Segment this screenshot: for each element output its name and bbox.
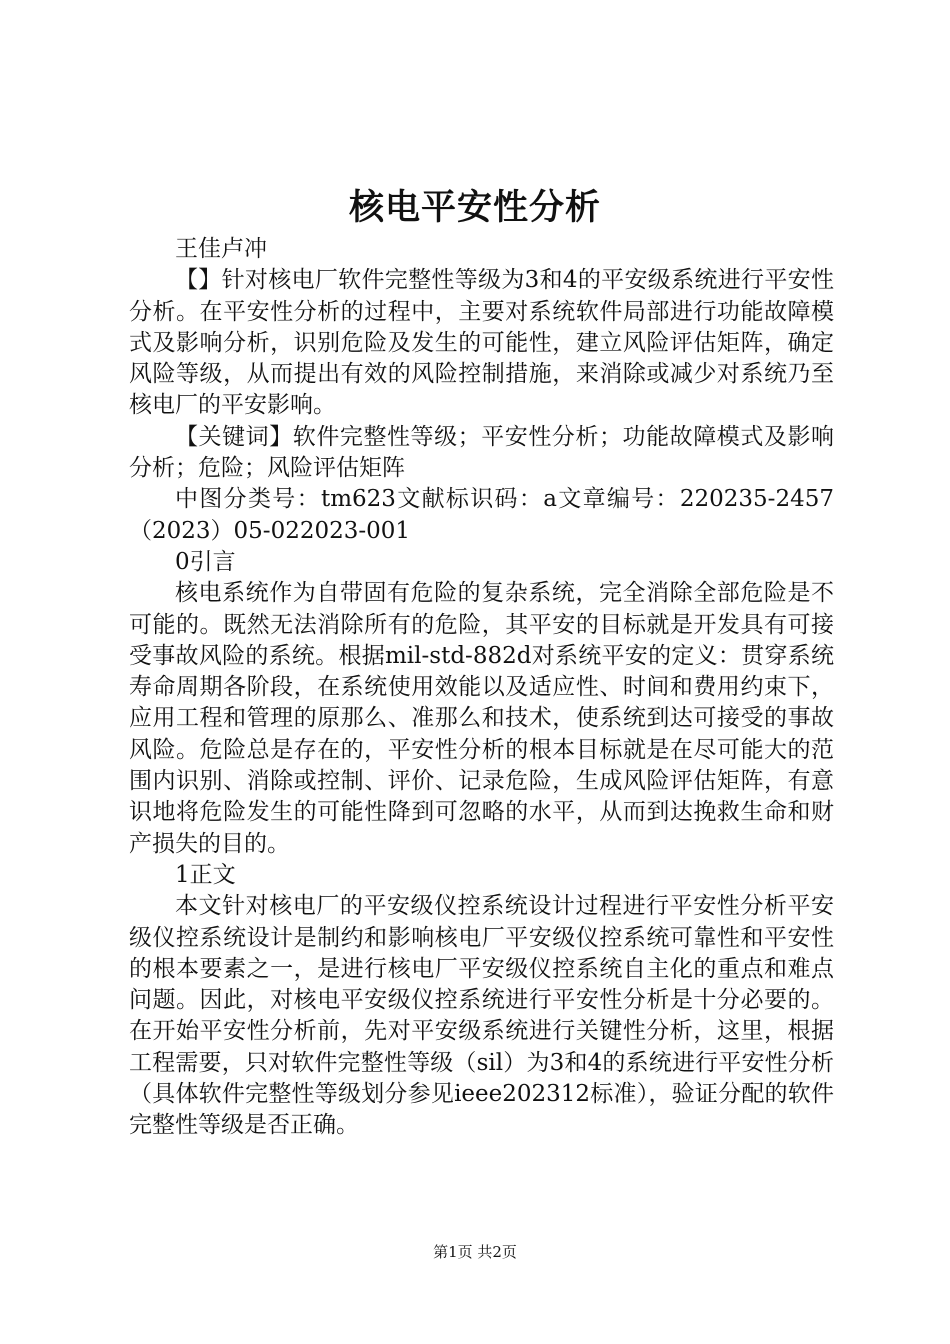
document-title: 核电平安性分析 [348, 187, 601, 228]
page-number-footer: 第1页 共2页 [433, 1243, 517, 1261]
keywords-paragraph: 【关键词】软件完整性等级；平安性分析；功能故障模式及影响分析；危险；风险评估矩阵 [129, 423, 834, 482]
main-paragraph: 本文针对核电厂的平安级仪控系统设计过程进行平安性分析平安级仪控系统设计是制约和影响核电厂平安级仪控系统可靠性和平安性的根本要素之一，是进行核电厂平安级仪控系统自主化的重点和难点问题。因此，对核电平安级仪控系统进行平安性分析是十分必要的。在开始平安性分析前，先对平安级系统进行关键性分析，这里，根据工程需要，只对软件完整性等级（sil）为3和4的系统进行平安性分析（具体软件完整性等级划分参见ieee202312标准），验证分配的软件完整性等级是否正确。 [129, 893, 834, 1139]
section-heading-main: 1正文 [175, 861, 236, 888]
author-line: 王佳卢冲 [175, 236, 267, 262]
introduction-paragraph: 核电系统作为自带固有危险的复杂系统，完全消除全部危险是不可能的。既然无法消除所有的危险，其平安的目标就是开发具有可接受事故风险的系统。根据mil-std-882d对系统平安的定义：贯穿系统寿命周期各阶段，在系统使用效能以及适应性、时间和费用约束下，应用工程和管理的原那么、准那么和技术，使系统到达可接受的事故风险。危险总是存在的，平安性分析的根本目标就是在尽可能大的范围内识别、消除或控制、评价、记录危险，生成风险评估矩阵，有意识地将危险发生的可能性降到可忽略的水平，从而到达挽救生命和财产损失的目的。 [129, 580, 834, 857]
document-body [129, 234, 834, 1142]
abstract-paragraph: 【】针对核电厂软件完整性等级为3和4的平安级系统进行平安性分析。在平安性分析的过程中，主要对系统软件局部进行功能故障模式及影响分析，识别危险及发生的可能性，建立风险评估矩阵，确定风险等级，从而提出有效的风险控制措施，来消除或减少对系统乃至核电厂的平安影响。 [129, 267, 834, 419]
section-heading-introduction: 0引言 [175, 548, 236, 575]
classification-paragraph: 中图分类号：tm623文献标识码：a文章编号：220235-2457（2023）05-022023-001 [129, 486, 834, 544]
